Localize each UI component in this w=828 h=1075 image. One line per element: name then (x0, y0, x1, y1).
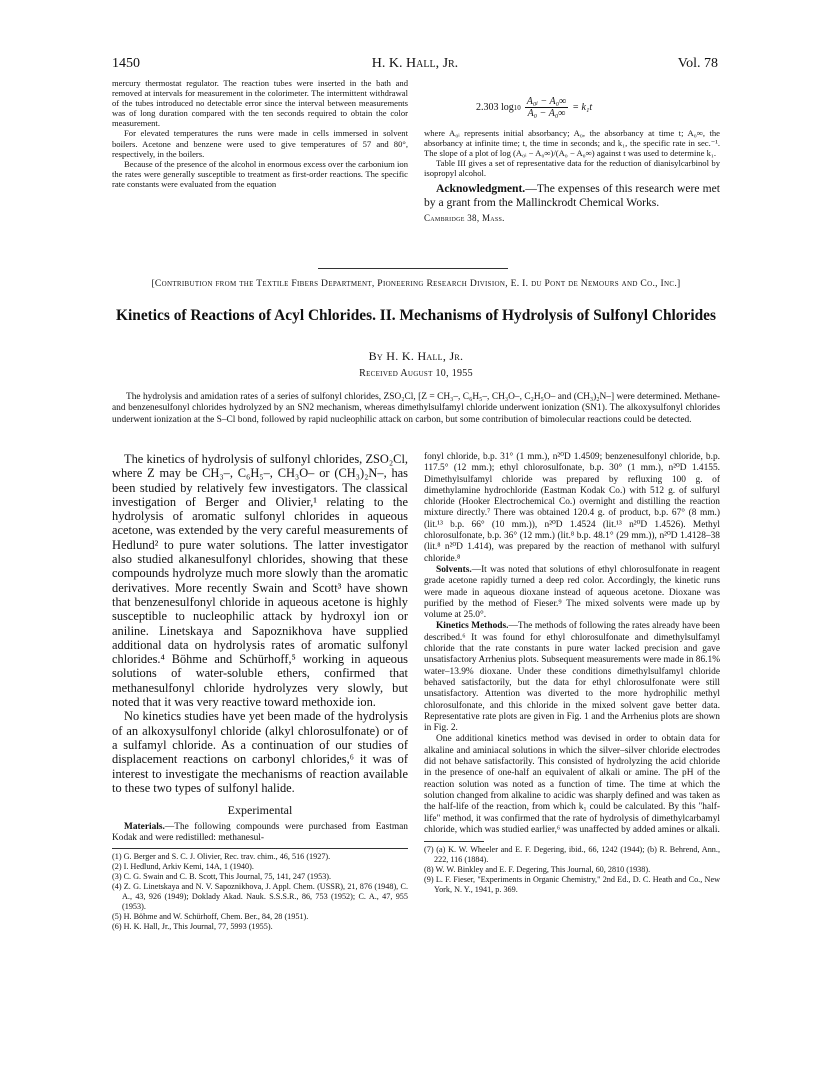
received-date: Received August 10, 1955 (359, 368, 473, 379)
footnote: (3) C. G. Swain and C. B. Scott, This Journal, 75, 141, 247 (1953). (112, 871, 332, 881)
rate-equation (476, 96, 592, 119)
article-separator (318, 268, 508, 269)
abstract: The hydrolysis and amidation rates of a series of sulfonyl chlorides, ZSO₂Cl, [Z = CH₃–, C₆H₅–, CH₃O–, C₂H₅O– and (CH₃)₂N–] were determined. Methane- and benzenesulfonyl chlorides hydrolyzed by an SN2 mechanism, whereas dimethylsulfamyl chloride underwent ionization (SN1). The alkoxysulfonyl chlorides underwent ionization at the S–Cl bond, followed by rapid nucleophilic attack on carbon, but some contribution of bimolecular reactions could be detected. (112, 392, 720, 425)
materials-heading: Materials. (124, 822, 165, 833)
footnote-rule (424, 841, 484, 842)
paragraph: Table III gives a set of representative data for the reduction of dianisylcarbinol by isopropyl alcohol. (424, 158, 720, 179)
footnotes-right (424, 845, 720, 895)
kinetics-heading: Kinetics Methods. (436, 621, 509, 632)
author-line: By H. K. Hall, Jr. (368, 349, 464, 363)
top-right-column (424, 128, 720, 223)
acknowledgment-body: —The expenses of this research were met by a grant from the Mallinckrodt Chemical Works. (424, 182, 720, 209)
footnote: (4) Z. G. Linetskaya and N. V. Sapoznikhova, J. Appl. Chem. (USSR), 21, 876 (1948), C. A., 43, 926 (1949); Doklady Akad. Nauk. S.S.S.R., 86, 753 (1952); C. A., 47, 955 (1953). (112, 881, 408, 911)
equation-rhs: = k₁t (572, 102, 593, 113)
kinetics-body: —The methods of following the rates already have been described.⁶ It was found for ethyl chlorosulfonate and dimethylsulfamyl chloride that the rate constants in pure water lacked precision and gave unsatisfactory Arrhenius plots. Subsequent measurements were made in 86.1% water–13.9% dioxane. Under these conditions dimethylsulfamyl chloride behaved satisfactorily, but the data for ethyl chlorosulfonate were still unsatisfactory. Attention was diverted to the more hydrophilic methyl chlorosulfonate, and this chloride in the mixed solvent gave better data. Representative rate plots are given in Fig. 1 and the Arrhenius plots are shown in Fig. 2. (424, 621, 720, 734)
running-title: H. K. Hall, Jr. (371, 56, 459, 71)
left-body-column (112, 452, 408, 932)
paragraph: fonyl chloride, b.p. 31° (1 mm.), n²⁰D 1.4509; benzenesulfonyl chloride, b.p. 117.5° (12 mm.); ethyl chlorosulfonate, b.p. 30° (1 mm.), n²⁰D 1.4155. Dimethylsulfamyl chloride was prepared by refluxing 100 g. of dimethylamine hydrochloride (Eastman Kodak Co.) with 512 g. of sulfuryl chloride (Hooker Electrochemical Co.) overnight and distilling the reaction mixture directly.⁷ There was obtained 120.4 g. of product, b.p. 67° (8 mm.) (lit.¹³ b.p. 66° (10 mm.)), n²⁰D 1.4524 (lit.¹³ n²⁰D 1.4526). Methyl chlorosulfonate, b.p. 36° (12 mm.) (lit.⁸ b.p. 48.1° (29 mm.)), n²⁰D 1.4128–38 (lit.⁸ n²⁰D 1.414), was prepared by the reaction of methanol with sulfuryl chloride.⁸ (424, 452, 720, 564)
equation-prefix: 2.303 log (476, 102, 514, 113)
paragraph: One additional kinetics method was devised in order to obtain data for alkaline and aminiacal solutions in which the silver–silver chloride electrodes did not behave satisfactorily. This consisted of hydrolyzing the acid chloride in the presence of one-half an equivalent of alkali or amine. The pH of the reaction solution was noted as a function of time. The time at which the solution changed from alkaline to acidic was sharply defined and was taken as the half-life of the reaction, from which k₁ could be calculated. By this "half-life" method, it was confirmed that the rate of hydrolysis of dimethylcarbamyl chloride, which was studied earlier,⁶ was unaffected by added amines or alkali. (424, 734, 720, 835)
paragraph: No kinetics studies have yet been made of the hydrolysis of an alkoxysulfonyl chloride (alkyl chlorosulfonate) or of a sulfamyl chloride. As a continuation of our studies of displacement reactions on carbonyl chlorides,⁶ it was of interest to investigate the mechanisms of reaction available to these two types of sulfonyl halide. (112, 709, 408, 795)
paragraph: For elevated temperatures the runs were made in cells immersed in solvent boilers. Acetone and benzene were used to give temperatures of 57 and 80°, respectively, in the boilers. (112, 128, 408, 159)
footnotes-left (112, 852, 408, 932)
footnote: (5) H. Böhme and W. Schürhoff, Chem. Ber., 84, 28 (1951). (112, 911, 309, 921)
footnote: (2) I. Hedlund, Arkiv Kemi, 14A, 1 (1940). (112, 861, 254, 871)
paragraph: where A₀ᵢ represents initial absorbancy; A₀, the absorbancy at time t; A₀∞, the absorbancy at infinite time; t, the time in seconds; and k₁, the specific rate in sec.⁻¹. The slope of a plot of log (A₀ᵢ − A₀∞)/(A₀ − A₀∞) against t was used to determine k₁. (424, 128, 720, 159)
footnote: (9) L. F. Fieser, "Experiments in Organic Chemistry," 2nd Ed., D. C. Heath and Co., New York, N. Y., 1941, p. 369. (424, 875, 720, 895)
paragraph: The kinetics of hydrolysis of sulfonyl chlorides, ZSO₂Cl, where Z may be CH₃–, C₆H₅–, CH₃O– or (CH₃)₂N–, has been studied by relatively few investigators. The classical investigation of Berger and Olivier,¹ relating to the hydrolysis of aromatic sulfonyl chlorides in aqueous acetone, was extended by the very careful measurements of Hedlund² to pure water solutions. The latter investigator also studied alkanesulfonyl chlorides, showing that these compounds hydrolyze much more slowly than the aromatic derivatives. More recently Swain and Scott³ have shown that benzenesulfonyl chloride in aqueous acetone is highly susceptible to nucleophilic attack by hydroxyl ion or aniline. Linetskaya and Sapoznikhova have supplied additional data on hydrolysis rates of aromatic sulfonyl chlorides.⁴ Böhme and Schürhoff,⁵ working in aqueous solutions of water-soluble ethers, confirmed that methanesulfonyl chloride hydrolyzes very slowly, but noted that it was very reactive toward methoxide ion. (112, 452, 408, 710)
footnote-rule (112, 848, 408, 849)
acknowledgment (424, 182, 720, 208)
location: Cambridge 38, Mass. (424, 212, 505, 223)
article-title: Kinetics of Reactions of Acyl Chlorides. II. Mechanisms of Hydrolysis of Sulfonyl Chlorides (116, 307, 716, 324)
footnote: (1) G. Berger and S. C. J. Olivier, Rec. trav. chim., 46, 516 (1927). (112, 851, 331, 861)
solvents-body: —It was noted that solutions of ethyl chlorosulfonate in reagent grade acetone rapidly turned a deep red color. Accordingly, the kinetic runs were made in aqueous dioxane instead of aqueous acetone. Dioxane was purified by the method of Fieser.⁹ The mixed solvents were made up by volume at 25.0°. (424, 564, 720, 621)
equation-numerator: A₀ᵢ − A₀∞ (526, 96, 567, 107)
right-body-column (424, 452, 720, 895)
equation-denominator: A₀ − A₀∞ (527, 108, 566, 119)
acknowledgment-heading: Acknowledgment. (436, 182, 526, 196)
equation-fraction (525, 96, 568, 119)
footnote: (6) H. K. Hall, Jr., This Journal, 77, 5993 (1955). (112, 921, 273, 931)
kinetics-paragraph (424, 621, 720, 734)
section-heading: Experimental (227, 803, 293, 818)
paragraph: mercury thermostat regulator. The reaction tubes were inserted in the bath and removed at intervals for measurement in the colorimeter. The intermittent withdrawal of the tubes introduced no detectable error since the interval between measurements was of long duration compared with the ten seconds required to obtain the color measurement. (112, 78, 408, 129)
equation-log-base: 10 (513, 103, 521, 112)
solvents-heading: Solvents. (436, 564, 472, 575)
top-left-column (112, 78, 408, 189)
footnote: (8) W. W. Binkley and E. F. Degering, This Journal, 60, 2810 (1938). (424, 865, 651, 875)
solvents-paragraph (424, 565, 720, 621)
footnote: (7) (a) K. W. Wheeler and E. F. Degering, ibid., 66, 1242 (1944); (b) R. Behrend, Ann., 222, 116 (1884). (424, 845, 720, 865)
paragraph: Because of the presence of the alcohol in enormous excess over the carbonium ion the rates were generally susceptible to treatment as first-order reactions. The specific rate constants were evaluated from the equation (112, 158, 408, 189)
volume-label: Vol. 78 (677, 56, 718, 71)
materials-paragraph (112, 822, 408, 845)
contribution-line: [Contribution from the Textile Fibers Department, Pioneering Research Division, E. I. du Pont de Nemours and Co., Inc.] (151, 278, 681, 289)
materials-body: —The following compounds were purchased from Eastman Kodak and were redistilled: methanesul- (112, 822, 408, 844)
page-number: 1450 (112, 56, 140, 71)
